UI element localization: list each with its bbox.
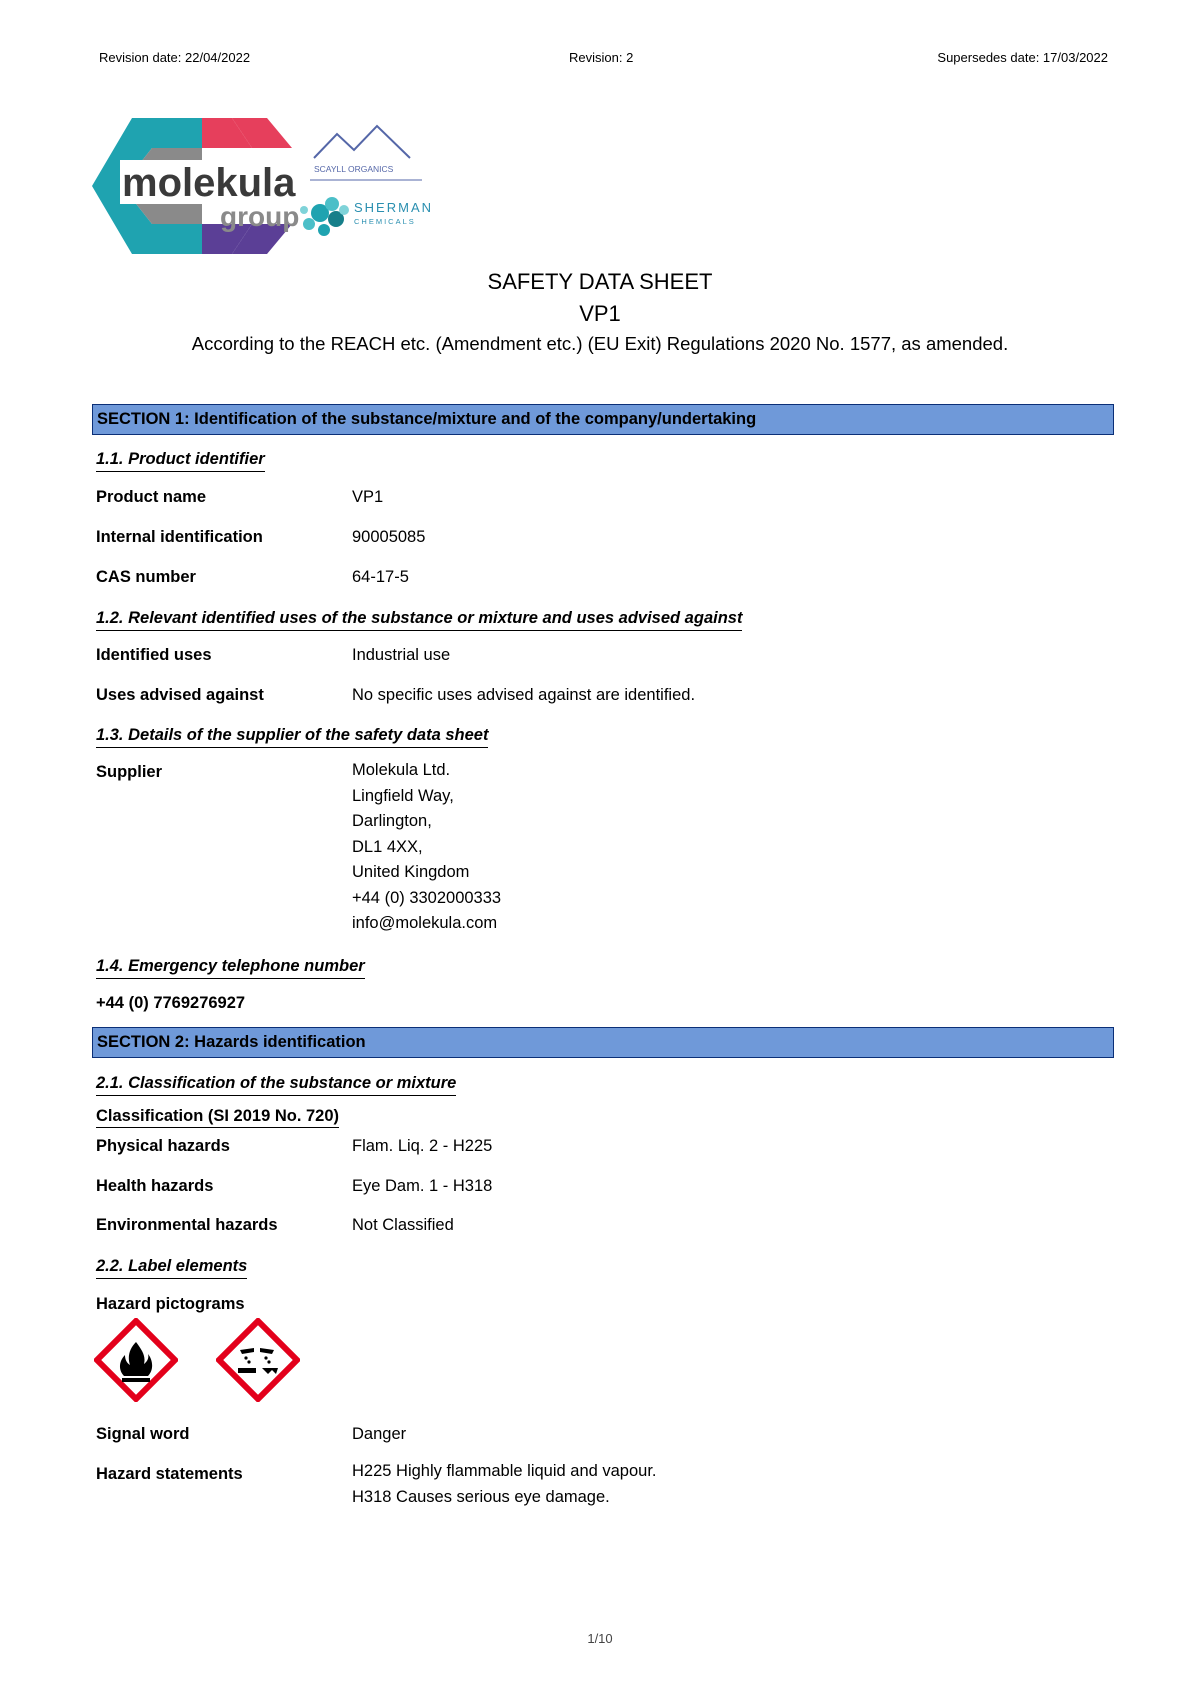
regulation-subtitle: According to the REACH etc. (Amendment etc.) (EU Exit) Regulations 2020 No. 1577, as amended. — [191, 333, 1009, 354]
subsection-1-2: 1.2. Relevant identified uses of the substance or mixture and uses advised against — [96, 608, 742, 631]
subsection-2-1: 2.1. Classification of the substance or mixture — [96, 1073, 456, 1096]
emergency-phone: +44 (0) 7769276927 — [96, 994, 246, 1012]
supplier-line: United Kingdom — [352, 863, 470, 881]
subsection-2-2: 2.2. Label elements — [96, 1256, 247, 1279]
supersedes-date: Supersedes date: 17/03/2022 — [937, 50, 1108, 65]
flame-pictogram-icon — [94, 1318, 178, 1402]
logo-partner2-top: SHERMAN — [354, 200, 434, 215]
logo-partner1: SCAYLL ORGANICS — [314, 164, 394, 174]
physical-hazards-label: Physical hazards — [96, 1137, 230, 1155]
classification-label: Classification (SI 2019 No. 720) — [96, 1107, 339, 1128]
hazard-statements — [352, 1459, 657, 1510]
health-hazards-label: Health hazards — [96, 1177, 214, 1195]
supplier-label: Supplier — [96, 763, 163, 781]
logo-brand-sub: group — [220, 201, 300, 232]
revision-date: Revision date: 22/04/2022 — [99, 50, 251, 65]
uses-advised-value: No specific uses advised against are identified. — [352, 686, 696, 704]
subsection-1-1: 1.1. Product identifier — [96, 449, 265, 472]
subsection-1-3: 1.3. Details of the supplier of the safety data sheet — [96, 725, 488, 748]
logo-brand-word: molekula — [122, 161, 296, 205]
section-1-heading: SECTION 1: Identification of the substance/mixture and of the company/undertaking — [92, 404, 1114, 435]
signal-word-label: Signal word — [96, 1425, 190, 1443]
product-name-value: VP1 — [352, 488, 384, 506]
uses-advised-label: Uses advised against — [96, 686, 264, 704]
physical-hazards-value: Flam. Liq. 2 - H225 — [352, 1137, 493, 1155]
revision-number: Revision: 2 — [569, 50, 634, 65]
hazard-statements-label: Hazard statements — [96, 1465, 243, 1483]
environmental-hazards-label: Environmental hazards — [96, 1216, 278, 1234]
supplier-line: Molekula Ltd. — [352, 761, 451, 779]
identified-uses-label: Identified uses — [96, 646, 212, 664]
section-2-heading: SECTION 2: Hazards identification — [92, 1027, 1114, 1058]
supplier-address — [352, 758, 501, 937]
supplier-line: Darlington, — [352, 812, 432, 830]
page-number: 1/10 — [587, 1631, 613, 1646]
hazard-pictograms-label: Hazard pictograms — [96, 1295, 245, 1313]
identified-uses-value: Industrial use — [352, 646, 451, 664]
internal-id-label: Internal identification — [96, 528, 263, 546]
hazard-statement: H318 Causes serious eye damage. — [352, 1487, 610, 1506]
cas-value: 64-17-5 — [352, 568, 409, 586]
supplier-line: DL1 4XX, — [352, 837, 423, 856]
scayll-mountain-icon — [314, 126, 410, 158]
subsection-1-4: 1.4. Emergency telephone number — [96, 956, 365, 979]
supplier-email: info@molekula.com — [352, 914, 498, 932]
internal-id-value: 90005085 — [352, 528, 426, 546]
health-hazards-value: Eye Dam. 1 - H318 — [352, 1177, 493, 1195]
company-logo — [92, 118, 462, 254]
supplier-line: Lingfield Way, — [352, 786, 454, 805]
corrosion-pictogram-icon — [216, 1318, 300, 1402]
signal-word-value: Danger — [352, 1425, 407, 1443]
document-title: SAFETY DATA SHEET — [487, 269, 713, 294]
product-name-label: Product name — [96, 488, 207, 506]
cas-label: CAS number — [96, 568, 196, 586]
logo-partner2-bottom: CHEMICALS — [354, 217, 416, 226]
hazard-statement: H225 Highly flammable liquid and vapour. — [352, 1462, 657, 1480]
environmental-hazards-value: Not Classified — [352, 1216, 454, 1234]
supplier-line: +44 (0) 3302000333 — [352, 888, 502, 907]
product-title: VP1 — [579, 301, 621, 326]
sherman-molecule-icon — [300, 197, 349, 236]
classification-heading — [96, 1106, 339, 1126]
